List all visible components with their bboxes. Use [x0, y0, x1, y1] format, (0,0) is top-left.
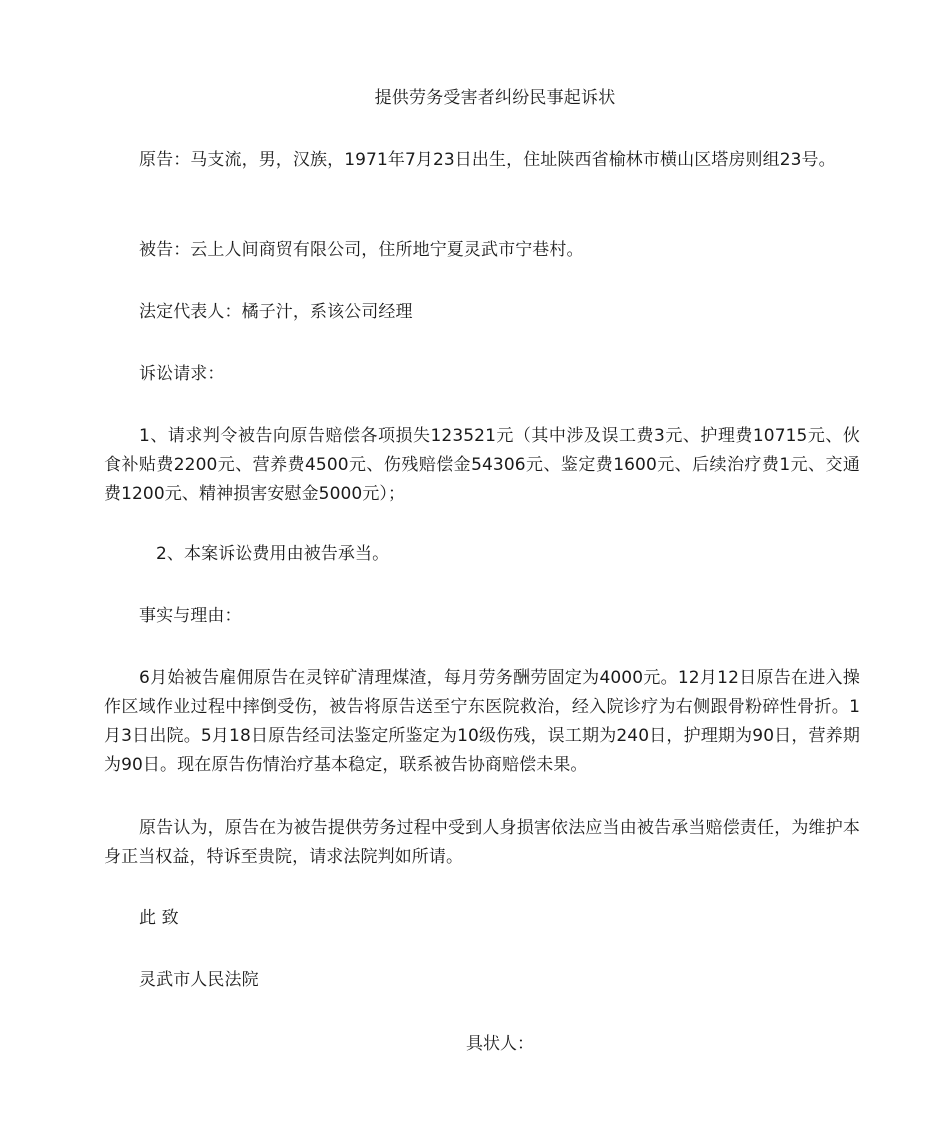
signer-label: 具状人：: [466, 1034, 534, 1054]
document-title: 提供劳务受害者纠纷民事起诉状: [374, 88, 616, 108]
conclusion-paragraph: 原告认为，原告在为被告提供劳务过程中受到人身损害依法应当由被告承当赔偿责任，为维护本身正当权益，特诉至贵院，请求法院判如所请。: [104, 818, 860, 867]
legal-representative-paragraph: 法定代表人：橘子汁，系该公司经理: [139, 302, 413, 322]
claim-2-paragraph: 2、本案诉讼费用由被告承当。: [156, 544, 390, 564]
court-name: 灵武市人民法院: [139, 970, 259, 990]
facts-heading: 事实与理由：: [139, 606, 242, 626]
facts-paragraph: 6月始被告雇佣原告在灵锌矿清理煤渣，每月劳务酬劳固定为4000元。12月12日原告在进入操作区域作业过程中摔倒受伤，被告将原告送至宁东医院救治，经入院诊疗为右侧跟骨粉碎性骨折。1月3日出院。5月18日原告经司法鉴定所鉴定为10级伤残，误工期为240日，护理期为90日，营养期为90日。现在原告伤情治疗基本稳定，联系被告协商赔偿未果。: [104, 668, 860, 775]
plaintiff-paragraph: 原告：马支流，男，汉族，1971年7月23日出生，住址陕西省榆林市横山区塔房则组23号。: [139, 150, 836, 170]
claims-heading: 诉讼请求：: [139, 364, 225, 384]
claim-1-paragraph: 1、请求判令被告向原告赔偿各项损失123521元（其中涉及误工费3元、护理费10715元、伙食补贴费2200元、营养费4500元、伤残赔偿金54306元、鉴定费1600元、后续治疗费1元、交通费1200元、精神损害安慰金5000元）；: [104, 426, 860, 504]
salutation: 此 致: [139, 908, 179, 928]
defendant-paragraph: 被告：云上人间商贸有限公司，住所地宁夏灵武市宁巷村。: [139, 240, 584, 260]
